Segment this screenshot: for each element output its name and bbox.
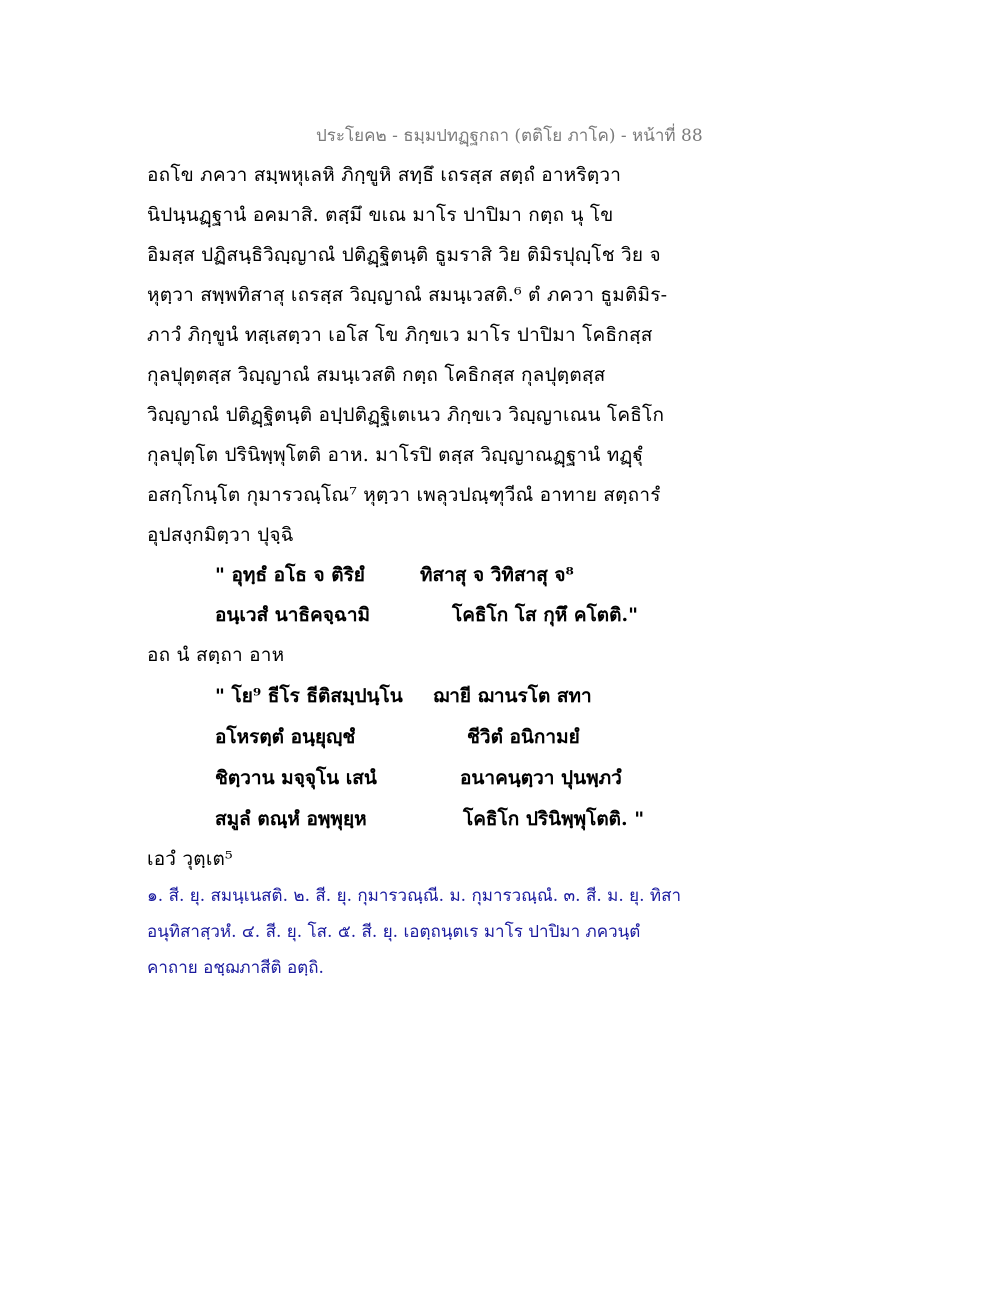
text-line: หุตฺวา สพฺพทิสาสุ เถรสฺส วิญฺญาณํ สมนฺเวสติ.⁶ ตํ ภควา ธูมติมิร- <box>147 284 668 306</box>
text-line: กุลปุตฺโต ปรินิพฺพุโตติ อาห. มาโรปิ ตสฺส วิญฺญาณฏฺฐานํ ทฏฺฐุํ <box>147 444 644 466</box>
text-line: วิญฺญาณํ ปติฏฺฐิตนฺติ อปฺปติฏฺฐิเตเนว ภิกฺขเว วิญฺญาเณน โคธิโก <box>147 404 665 426</box>
page-header: ประโยค๒ - ธมฺมปทฏฺฐกถา (ตติโย ภาโค) - หน้าที่ 88 <box>316 126 703 146</box>
verse-line-first-half: ชิตฺวาน มจฺจุโน เสนํ <box>215 767 377 789</box>
verse-line-first-half: " อุทฺธํ อโธ จ ติริยํ <box>215 564 365 586</box>
verse-line-first-half: สมูลํ ตณฺหํ อพฺพุยฺห <box>215 808 367 830</box>
verse-line-first-half: " โย⁹ ธีโร ธีติสมฺปนฺโน <box>215 685 403 707</box>
text-line: อสกฺโกนฺโต กุมารวณฺโณ⁷ หุตฺวา เพลุวปณฺฑุวีณํ อาทาย สตฺถารํ <box>147 484 661 506</box>
verse-line-second-half: ทิสาสุ จ วิทิสาสุ จ⁸ <box>420 564 574 586</box>
text-line: เอวํ วุตฺเต⁵ <box>147 848 233 870</box>
text-line: อถโข ภควา สมฺพหุเลหิ ภิกฺขูหิ สทฺธึ เถรสฺส สตฺถํ อาหริตฺวา <box>147 164 622 186</box>
text-line: อถ นํ สตฺถา อาห <box>147 644 285 666</box>
verse-line-first-half: อโหรตฺตํ อนฺยุญฺชํ <box>215 726 356 748</box>
verse-line-second-half: อนาคนฺตฺวา ปุนพฺภวํ <box>460 767 622 789</box>
verse-line-second-half: ฌายี ฌานรโต สทา <box>433 685 592 707</box>
text-line: นิปนฺนฏฺฐานํ อคมาสิ. ตสฺมึ ขเณ มาโร ปาปิมา กตฺถ นุ โข <box>147 204 614 226</box>
footnote-line: อนุทิสาสฺวหํ. ๔. สี. ยุ. โส. ๕. สี. ยุ. เอตฺถนฺตเร มาโร ปาปิมา ภควนฺตํ <box>147 922 641 942</box>
text-line: ภาวํ ภิกฺขูนํ ทสฺเสตฺวา เอโส โข ภิกฺขเว มาโร ปาปิมา โคธิกสฺส <box>147 324 653 346</box>
verse-line-second-half: โคธิโก โส กุหึ คโตติ." <box>452 604 639 626</box>
footnote-line: ๑. สี. ยุ. สมนฺเนสติ. ๒. สี. ยุ. กุมารวณฺณี. ม. กุมารวณฺณํ. ๓. สี. ม. ยุ. ทิสา <box>147 886 682 906</box>
footnote-line: คาถาย อชฺฌภาสีติ อตฺถิ. <box>147 958 324 978</box>
verse-line-second-half: โคธิโก ปรินิพฺพุโตติ. " <box>463 808 645 830</box>
verse-line-first-half: อนฺเวสํ นาธิคจฺฉามิ <box>215 604 371 626</box>
text-line: กุลปุตฺตสฺส วิญฺญาณํ สมนฺเวสติ กตฺถ โคธิกสฺส กุลปุตฺตสฺส <box>147 364 606 386</box>
verse-line-second-half: ชีวิตํ อนิกามยํ <box>467 726 580 748</box>
text-line: อิมสฺส ปฏิสนฺธิวิญฺญาณํ ปติฏฺฐิตนฺติ ธูมราสิ วิย ติมิรปุญฺโช วิย จ <box>147 244 661 266</box>
text-line: อุปสงฺกมิตฺวา ปุจฺฉิ <box>147 524 294 546</box>
